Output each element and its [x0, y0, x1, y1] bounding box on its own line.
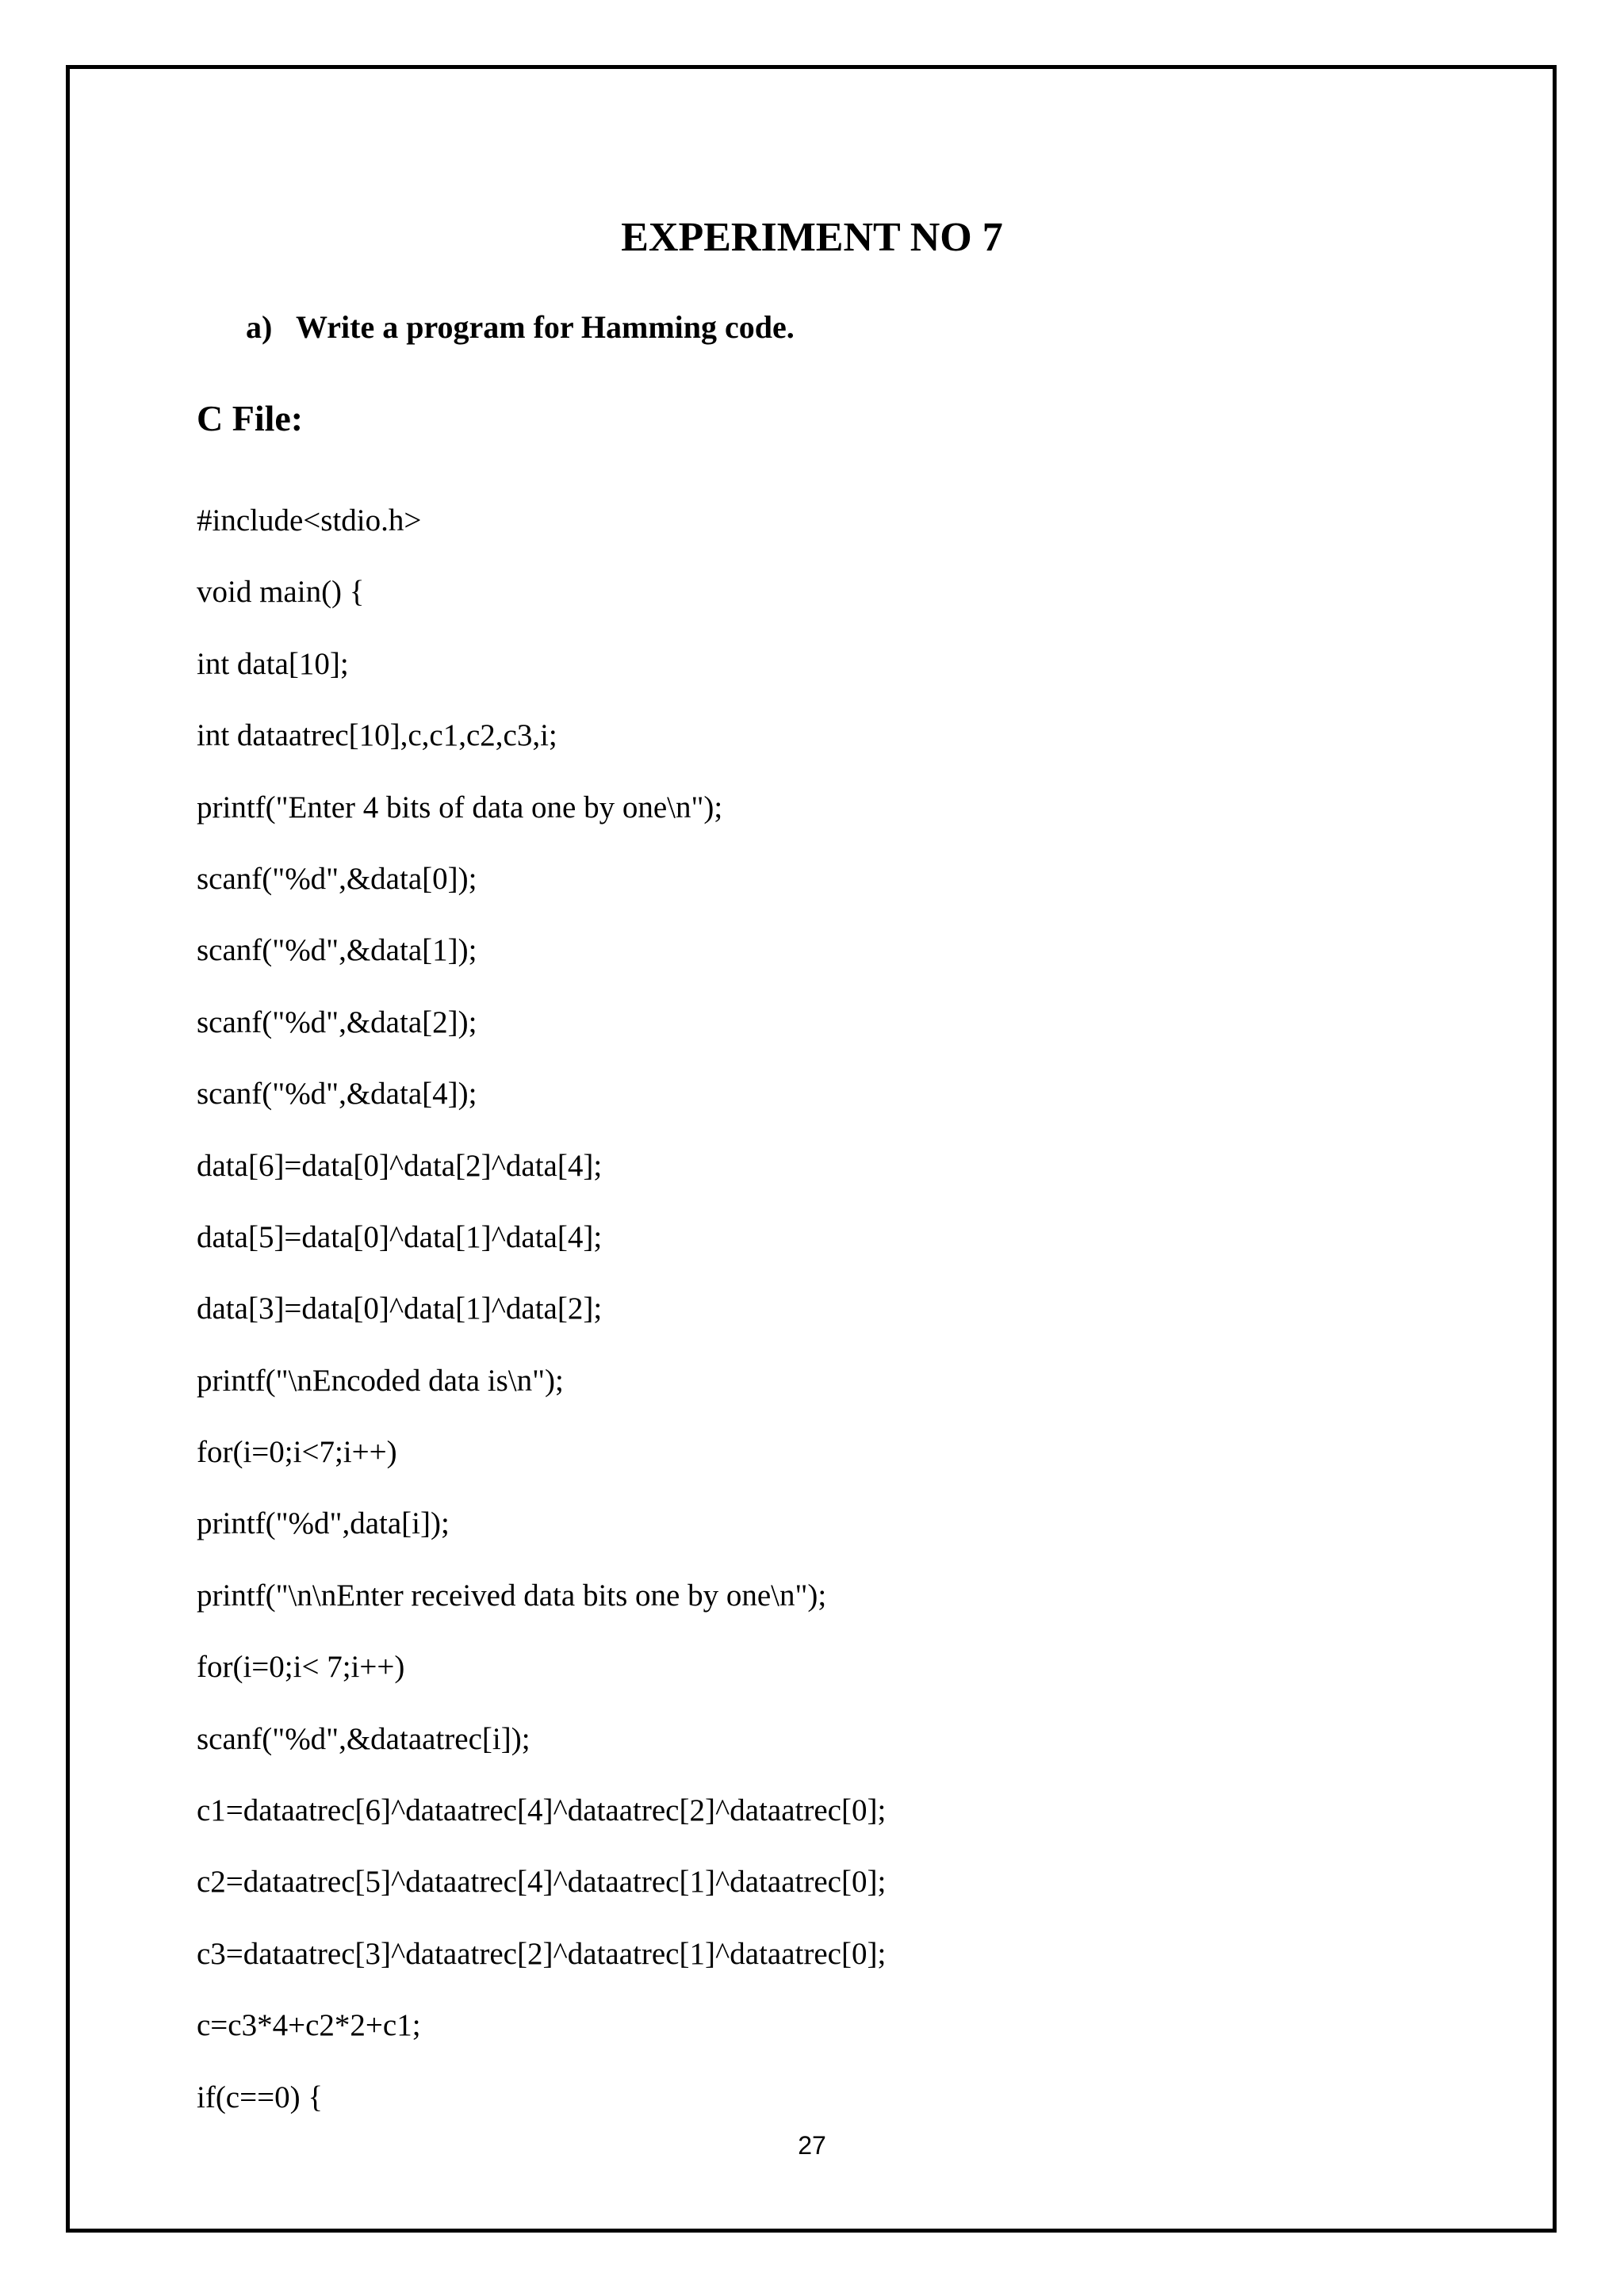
code-line: scanf("%d",&data[0]);	[197, 861, 477, 896]
code-line: printf("\n\nEnter received data bits one by one\n");	[197, 1578, 827, 1613]
page-number: 27	[798, 2131, 826, 2160]
code-line: data[3]=data[0]^data[1]^data[2];	[197, 1292, 603, 1326]
code-line: #include<stdio.h>	[197, 503, 422, 538]
question-marker: a)	[246, 309, 273, 345]
code-line: c1=dataatrec[6]^dataatrec[4]^dataatrec[2]^dataatrec[0];	[197, 1793, 887, 1828]
code-line: printf("\nEncoded data is\n");	[197, 1363, 564, 1398]
code-line: for(i=0;i< 7;i++)	[197, 1650, 405, 1685]
code-line: void main() {	[197, 575, 365, 610]
code-line: for(i=0;i<7;i++)	[197, 1435, 397, 1470]
code-block	[197, 485, 886, 2133]
code-line: c=c3*4+c2*2+c1;	[197, 2008, 421, 2043]
code-line: c3=dataatrec[3]^dataatrec[2]^dataatrec[1]^dataatrec[0];	[197, 1936, 887, 1971]
code-line: scanf("%d",&data[2]);	[197, 1004, 477, 1039]
question-text: Write a program for Hamming code.	[296, 309, 795, 345]
code-line: int data[10];	[197, 646, 349, 681]
code-line: data[5]=data[0]^data[1]^data[4];	[197, 1219, 603, 1254]
page-title: EXPERIMENT NO 7	[621, 215, 1003, 260]
question-item	[246, 308, 795, 347]
code-line: int dataatrec[10],c,c1,c2,c3,i;	[197, 718, 557, 753]
code-line: printf("%d",data[i]);	[197, 1506, 450, 1541]
code-line: printf("Enter 4 bits of data one by one\n");	[197, 790, 723, 825]
code-line: scanf("%d",&data[4]);	[197, 1077, 477, 1112]
code-line: scanf("%d",&data[1]);	[197, 933, 477, 968]
section-heading: C File:	[197, 398, 304, 438]
code-line: c2=dataatrec[5]^dataatrec[4]^dataatrec[1]^dataatrec[0];	[197, 1865, 887, 1900]
code-line: if(c==0) {	[197, 2080, 324, 2114]
code-line: data[6]=data[0]^data[2]^data[4];	[197, 1148, 603, 1183]
code-line: scanf("%d",&dataatrec[i]);	[197, 1721, 530, 1756]
